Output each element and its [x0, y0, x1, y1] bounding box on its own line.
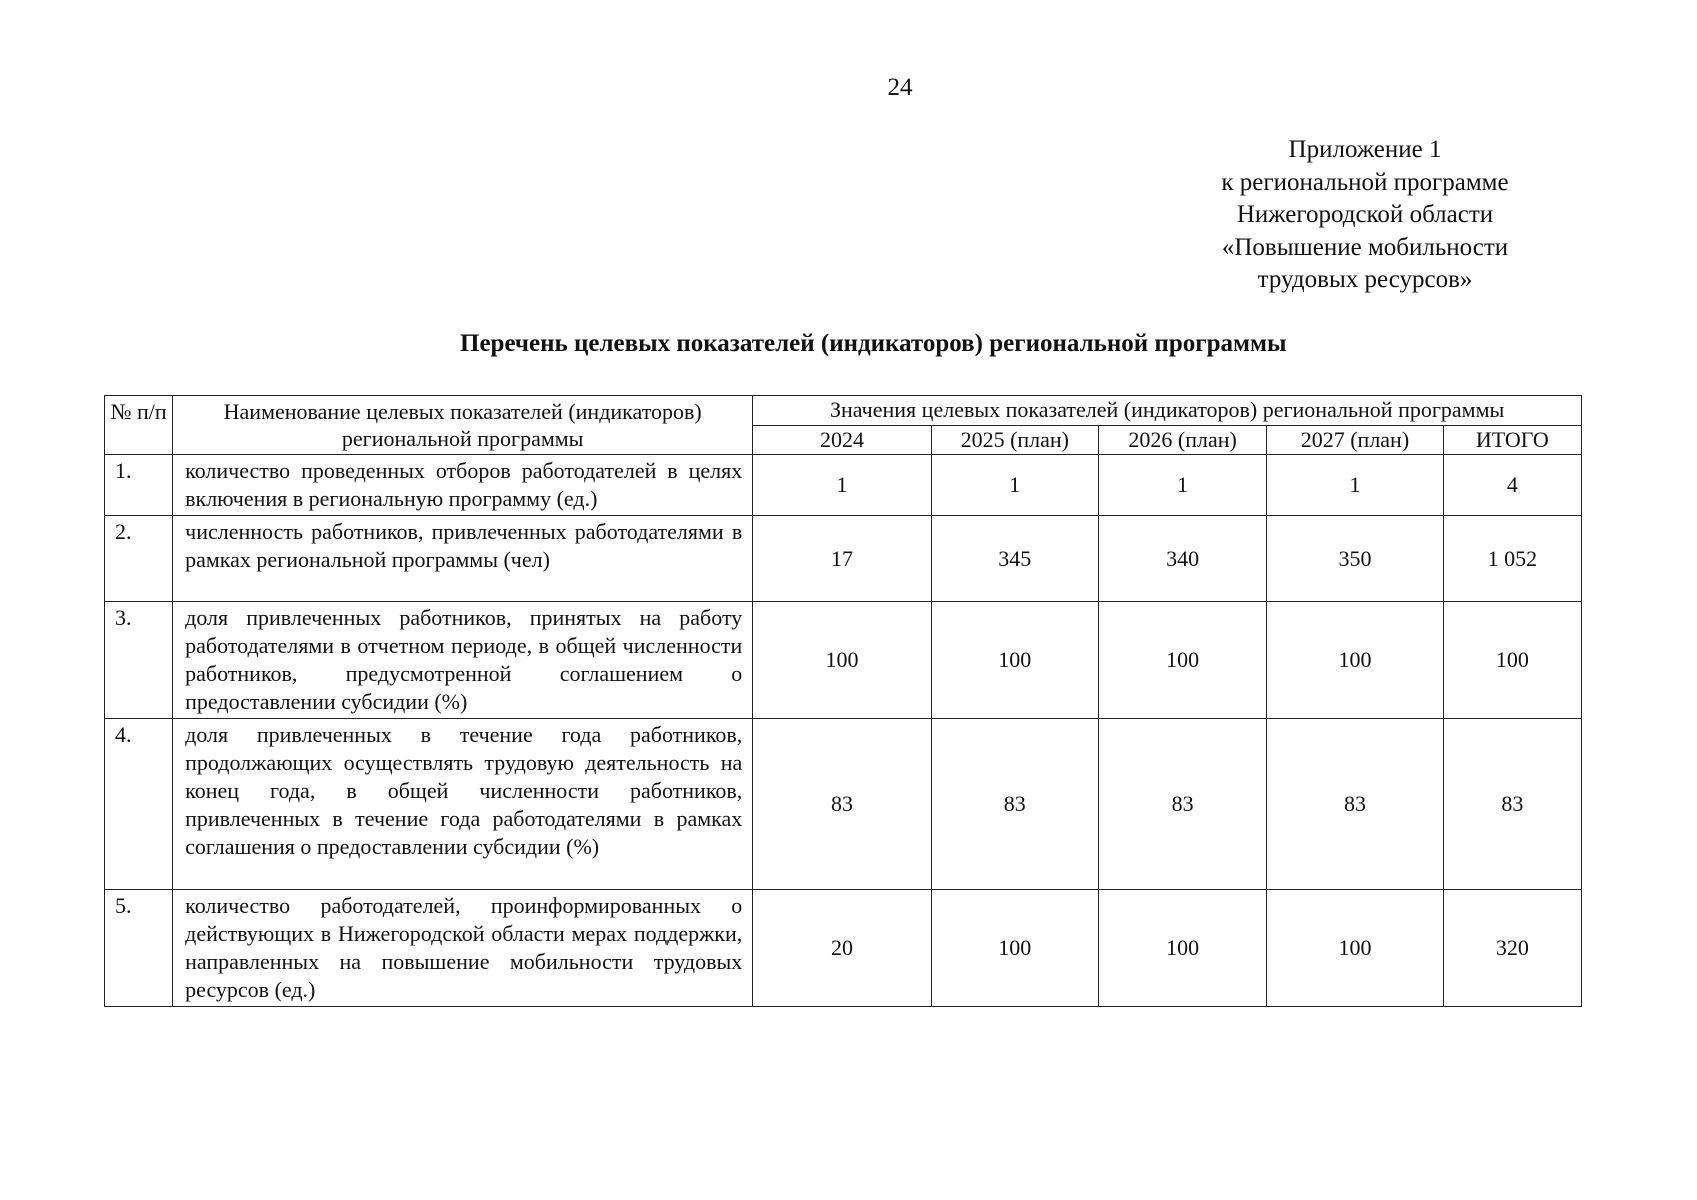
value-cell: 100: [1267, 602, 1443, 719]
table-row: [105, 516, 1582, 602]
value-cell: 340: [1098, 516, 1266, 602]
indicator-name: доля привлеченных работников, принятых на работу работодателями в отчетном периоде, в общей численности работников, предусмотренной соглашением о предоставлении субсидии (%): [173, 602, 753, 719]
appendix-line: «Повышение мобильности: [1221, 233, 1509, 261]
header-row: [105, 396, 1582, 426]
value-cell: 100: [1098, 602, 1266, 719]
table-row: [105, 455, 1582, 516]
header-year: 2024: [753, 425, 931, 455]
value-cell: 1 052: [1443, 516, 1581, 602]
value-cell: 100: [1443, 602, 1581, 719]
page-number: 24: [887, 74, 913, 101]
row-number: 5.: [105, 890, 173, 1007]
value-cell: 83: [1267, 719, 1443, 890]
value-cell: 83: [1098, 719, 1266, 890]
row-number: 2.: [105, 516, 173, 602]
value-cell: 1: [753, 455, 931, 516]
value-cell: 100: [931, 602, 1098, 719]
header-year: 2027 (план): [1267, 425, 1443, 455]
value-cell: 4: [1443, 455, 1581, 516]
value-cell: 83: [1443, 719, 1581, 890]
table-row: [105, 602, 1582, 719]
header-indicator-name: Наименование целевых показателей (индикаторов) региональной программы: [173, 396, 753, 455]
header-year: 2025 (план): [931, 425, 1098, 455]
header-num: № п/п: [105, 396, 173, 455]
header-year: 2026 (план): [1098, 425, 1266, 455]
value-cell: 20: [753, 890, 931, 1007]
row-number: 3.: [105, 602, 173, 719]
indicator-name: численность работников, привлеченных работодателями в рамках региональной программы (чел): [173, 516, 753, 602]
appendix-line: Нижегородской области: [1236, 201, 1494, 229]
value-cell: 100: [1267, 890, 1443, 1007]
value-cell: 83: [753, 719, 931, 890]
value-cell: 17: [753, 516, 931, 602]
indicators-table: [104, 395, 1582, 1007]
value-cell: 345: [931, 516, 1098, 602]
table-row: [105, 890, 1582, 1007]
indicator-name: количество проведенных отборов работодателей в целях включения в региональную программу (ед.): [173, 455, 753, 516]
table-row: [105, 719, 1582, 890]
row-number: 4.: [105, 719, 173, 890]
value-cell: 83: [931, 719, 1098, 890]
header-values-group: Значения целевых показателей (индикаторов) региональной программы: [753, 396, 1582, 426]
value-cell: 100: [1098, 890, 1266, 1007]
header-total: ИТОГО: [1443, 425, 1581, 455]
value-cell: 1: [1267, 455, 1443, 516]
appendix-line: Приложение 1: [1288, 136, 1442, 163]
indicator-name: доля привлеченных в течение года работников, продолжающих осуществлять трудовую деятельность на конец года, в общей численности работников, привлеченных в течение года работодателями в рамках соглашения о предоставлении субсидии (%): [173, 719, 753, 890]
value-cell: 1: [931, 455, 1098, 516]
document-title: Перечень целевых показателей (индикаторов) региональной программы: [460, 330, 1287, 357]
appendix-block: [1150, 134, 1580, 297]
row-number: 1.: [105, 455, 173, 516]
value-cell: 100: [753, 602, 931, 719]
indicator-name: количество работодателей, проинформированных о действующих в Нижегородской области мерах поддержки, направленных на повышение мобильности трудовых ресурсов (ед.): [173, 890, 753, 1007]
appendix-line: трудовых ресурсов»: [1257, 266, 1473, 294]
value-cell: 320: [1443, 890, 1581, 1007]
value-cell: 100: [931, 890, 1098, 1007]
value-cell: 350: [1267, 516, 1443, 602]
value-cell: 1: [1098, 455, 1266, 516]
appendix-line: к региональной программе: [1221, 168, 1509, 196]
